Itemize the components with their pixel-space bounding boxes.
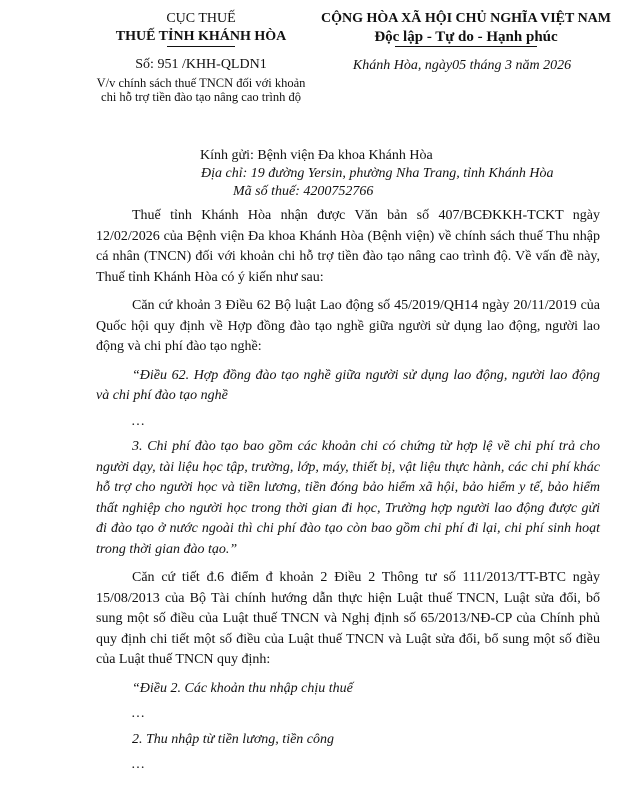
ellipsis-1: … bbox=[132, 413, 145, 429]
document-body bbox=[96, 206, 600, 781]
recipient-to: Kính gửi: Bệnh viện Đa khoa Khánh Hòa bbox=[200, 148, 433, 163]
national-motto: Độc lập - Tự do - Hạnh phúc bbox=[374, 29, 558, 45]
quote-article-62: “Điều 62. Hợp đồng đào tạo nghề giữa người sử dụng lao động, người lao động và chi phí đào tạo nghề bbox=[96, 367, 600, 403]
motto-underline bbox=[395, 46, 537, 47]
ellipsis-3: … bbox=[132, 757, 145, 772]
quote-clause-3: 3. Chi phí đào tạo bao gồm các khoản chi có chứng từ hợp lệ về chi phí trả cho người dạy, tài liệu học tập, trường, lớp, máy, thiết bị, vật liệu thực hành, các chi phí khác hỗ trợ cho người học và tiền lương, tiền đóng bảo hiểm xã hội, bảo hiểm y tế, bảo hiểm thất nghiệp cho người học trong thời gian đi học, Trường hợp người lao động được gửi đi đào tạo ở nước ngoài thì chi phí đào tạo còn bao gồm chi phí đi lại, chi phí sinh hoạt trong thời gian đào tạo.” bbox=[96, 439, 600, 557]
recipient-address: Địa chỉ: 19 đường Yersin, phường Nha Trang, tỉnh Khánh Hòa bbox=[201, 166, 554, 181]
paragraph-legal-basis-1: Căn cứ khoản 3 Điều 62 Bộ luật Lao động số 45/2019/QH14 ngày 20/11/2019 của Quốc hội quy định về Hợp đồng đào tạo nghề giữa người sử dụng lao động, người lao động và chi phí đào tạo nghề: bbox=[96, 298, 600, 354]
agency-name: CỤC THUẾ bbox=[166, 11, 236, 26]
document-subject: V/v chính sách thuế TNCN đối với khoản chi hỗ trợ tiền đào tạo nâng cao trình độ bbox=[96, 76, 306, 104]
paragraph-legal-basis-2: Căn cứ tiết đ.6 điểm đ khoản 2 Điều 2 Thông tư số 111/2013/TT-BTC ngày 15/08/2013 của Bộ Tài chính hướng dẫn thực hiện Luật thuế TNCN, Luật sửa đổi, bổ sung một số điều của Luật thuế TNCN và Nghị định số 65/2013/NĐ-CP của Chính phủ quy định chi tiết một số điều của Luật thuế TNCN và Luật sửa đổi, bổ sung một số điều của Luật thuế TNCN quy định: bbox=[96, 570, 600, 667]
quote-article-2: “Điều 2. Các khoản thu nhập chịu thuế bbox=[132, 680, 353, 696]
ellipsis-2: … bbox=[132, 706, 145, 721]
document-number: Số: 951 /KHH-QLDN1 bbox=[135, 57, 267, 72]
issuing-agency-block bbox=[96, 10, 306, 47]
recipient-block bbox=[200, 147, 560, 201]
office-underline bbox=[167, 46, 235, 47]
recipient-tax-code: Mã số thuế: 4200752766 bbox=[233, 184, 374, 199]
quote-item-2: 2. Thu nhập từ tiền lương, tiền công bbox=[132, 731, 335, 747]
nation-name: CỘNG HÒA XÃ HỘI CHỦ NGHĨA VIỆT NAM bbox=[320, 11, 611, 26]
national-header-block bbox=[310, 10, 622, 47]
office-name: THUẾ TỈNH KHÁNH HÒA bbox=[115, 29, 287, 44]
paragraph-intro: Thuế tỉnh Khánh Hòa nhận được Văn bản số 407/BCĐKKH-TCKT ngày 12/02/2026 của Bệnh viện Đa khoa Khánh Hòa (Bệnh viện) về chính sách thuế Thu nhập cá nhân (TNCN) đối với khoản chi hỗ trợ tiền đào tạo nâng cao trình độ. Về vấn đề này, Thuế tỉnh Khánh Hòa có ý kiến như sau: bbox=[96, 208, 600, 285]
date-line: Khánh Hòa, ngày05 tháng 3 năm 2026 bbox=[352, 58, 572, 73]
